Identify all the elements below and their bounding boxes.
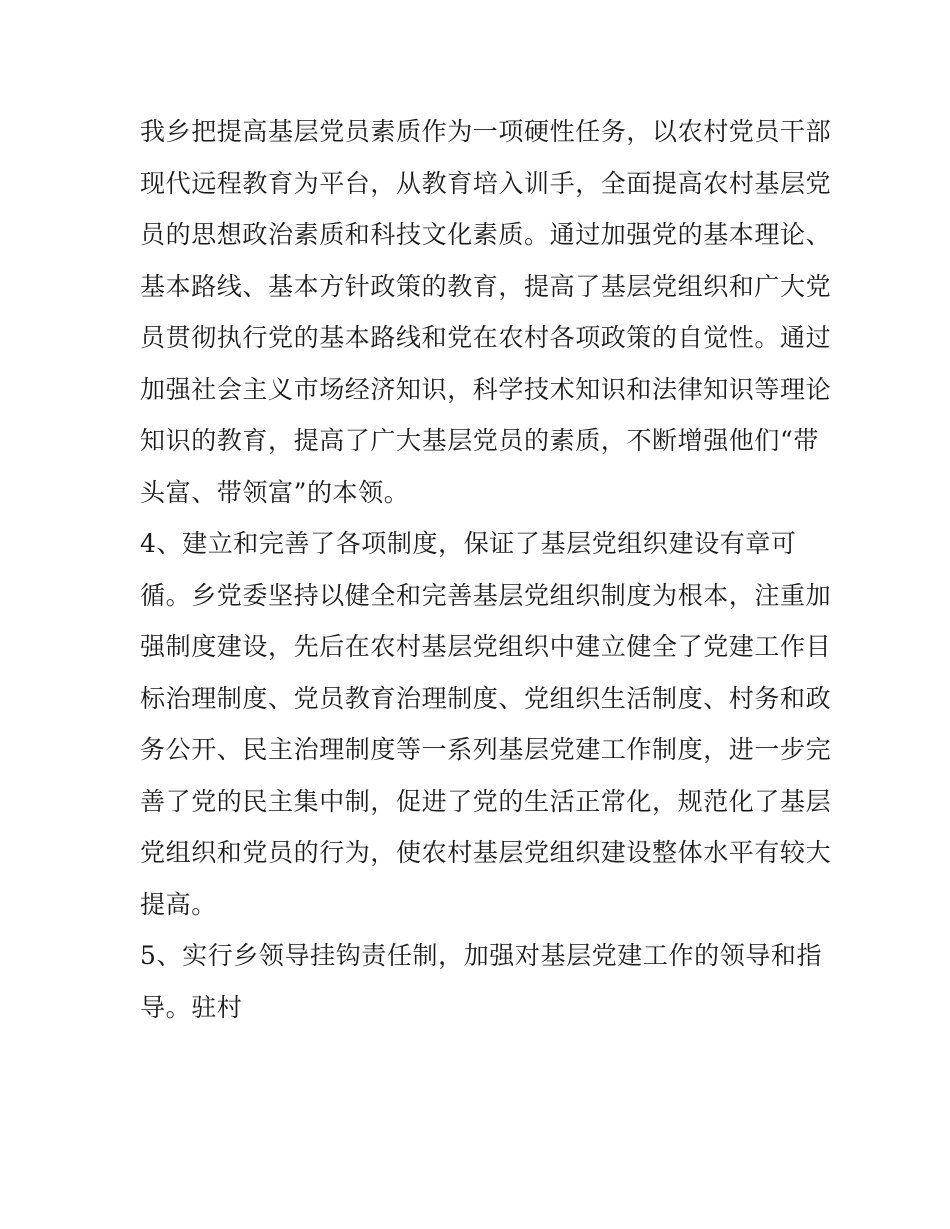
text-line: 员的思想政治素质和科技文化素质。通过加强党的基本理论、 [140, 220, 832, 249]
text-line: 标治理制度、党员教育治理制度、党组织生活制度、村务和政 [140, 683, 832, 713]
text-line: 强制度建设，先后在农村基层党组织中建立健全了党建工作目 [140, 632, 832, 661]
text-line: 务公开、民主治理制度等一系列基层党建工作制度，进一步完 [140, 735, 832, 764]
section-heading-line: 4、建立和完善了各项制度，保证了基层党组织建设有章可 [140, 529, 797, 558]
text-line: 我乡把提高基层党员素质作为一项硬性任务，以农村党员干部 [140, 117, 832, 146]
text-line: 知识的教育，提高了广大基层党员的素质，不断增强他们“带 [140, 426, 819, 455]
text-line: 头富、带领富”的本领。 [140, 477, 410, 507]
section-heading-line: 5、实行乡领导挂钩责任制，加强对基层党建工作的领导和指 [140, 941, 823, 970]
text-line: 善了党的民主集中制，促进了党的生活正常化，规范化了基层 [140, 786, 832, 816]
text-line: 基本路线、基本方针政策的教育，提高了基层党组织和广大党 [140, 271, 832, 301]
text-line: 加强社会主义市场经济知识，科学技术知识和法律知识等理论 [140, 374, 832, 404]
text-line: 提高。 [140, 889, 217, 919]
document-body-text [140, 106, 832, 1033]
text-line: 导。驻村 [140, 992, 243, 1022]
text-line: 现代远程教育为平台，从教育培入训手，全面提高农村基层党 [140, 168, 832, 198]
text-line: 循。乡党委坚持以健全和完善基层党组织制度为根本，注重加 [140, 580, 832, 610]
text-line: 员贯彻执行党的基本路线和党在农村各项政策的自觉性。通过 [140, 323, 832, 352]
text-line: 党组织和党员的行为，使农村基层党组织建设整体水平有较大 [140, 838, 832, 867]
